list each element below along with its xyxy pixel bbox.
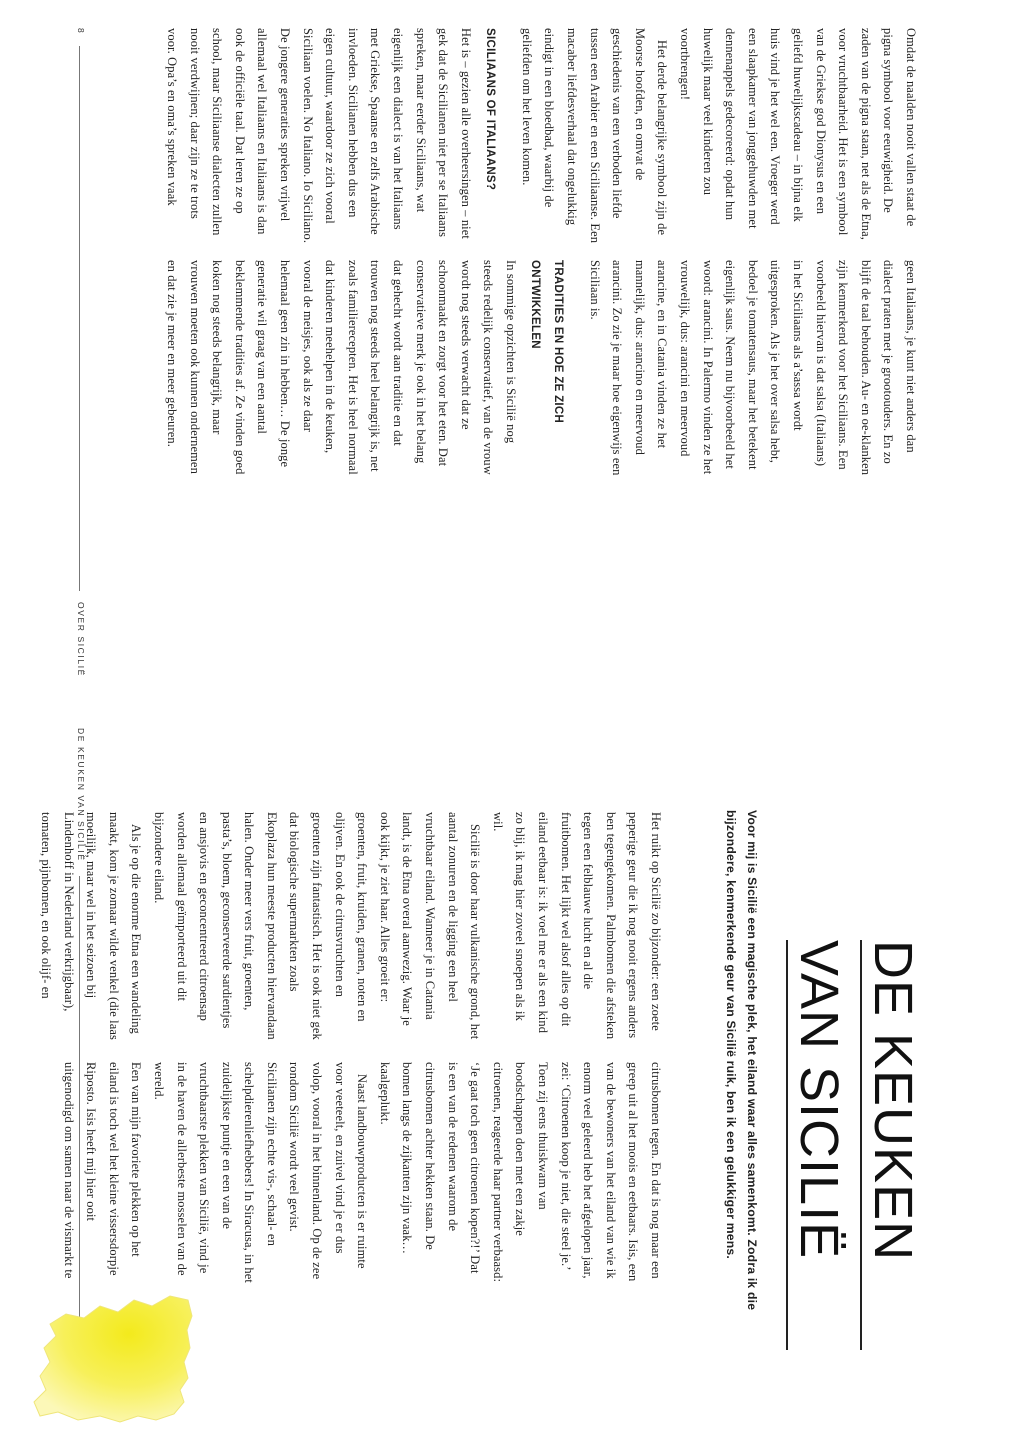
- running-head: DE KEUKEN VAN SICILIË: [76, 728, 86, 862]
- body-paragraph: In sommige opzichten is Sicilië nog steeds redelijk conservatief, van de vrouw wordt nog steeds verwacht dat ze schoonmaakt en zorgt voor het eten. Dat conservatieve merk je ook in het belang dat gehecht wordt aan traditie en dat trouwen nog steeds heel belangrijk is, net zoals familierecepten. Het is heel normaal dat kinderen meehelpen in de keuken, vooral de meisjes, ook als ze daar helemaal geen zin in hebben… De jonge generatie wil graag van een aantal beklemmende tradities af. Ze vinden goed koken nog steeds belangrijk, maar vrouwen moeten ook kunnen ondernemen en dat zie je meer en meer gebeuren.: [165, 260, 518, 475]
- title-line-1: DE KEUKEN: [863, 940, 923, 1262]
- page-title: [780, 940, 928, 1350]
- left-column-1: [160, 28, 922, 244]
- body-paragraph: citrusbomen tegen. En dat is nog maar een greep uit al het moois en eetbaars. Isis, een van de bewoners van het eiland van wie ik enorm veel geleerd heb het afgelopen jaar, zei: ‘Citroenen koop je niet, die steel je.’ Toen zij eens thuiskwam van boodschappen doen met een zakje citroenen, reageerde haar partner verbaasd: ‘Je gaat toch geen citroenen kopen?!’ Dat is een van de redenen waarom de citrusbomen achter hekken staan. De bomen langs de zijkanten zijn vaak… kaalgeplukt.: [377, 1062, 663, 1283]
- intro-paragraph: Voor mij is Sicilië een magische plek, het eiland waar alles samenkomt. Zodra ik die bijzondere, kenmerkende geur van Sicilië ruik, ben ik een gelukkiger mens.: [724, 810, 759, 1311]
- sicily-map-icon: [26, 1290, 196, 1430]
- right-column-1: [34, 812, 667, 1042]
- body-paragraph: Als je op die enorme Etna een wandeling maakt, kom je zomaar wilde venkel (die laas moeilijk, maar wel in het seizoen bij Lindenhoff in Nederland verkrijgbaar), tomaten, pijnbomen, en ook olijf- en: [38, 812, 144, 1041]
- body-paragraph: Het derde belangrijke symbool zijn de Moorse hoofden, en omvat de geschiedenis van een verboden liefde tussen een Arabier en een Siciliaanse. Een macaber liefdesverhaal dat ongelukkig eindigt in een bloedbad, waarbij de geliefden om het leven komen.: [519, 28, 670, 244]
- body-paragraph: Het is – gezien alle overheersingen – niet gek dat de Sicilianen niet per se Italiaans spreken, maar eerder Siciliaans, wat eigenlijk een dialect is van het Italiaans met Griekse, Spaanse en zelfs Arabische invloeden. Sicilianen hebben dus een eigen cultuur, waardoor ze zich vooral Siciliaan voelen. No Italiano. Io Siciliano. De jongere generaties spreken vrijwel allemaal wel Italiaans en Italiaans is dan ook de officiële taal. Dat leren ze op school, maar Siciliaanse dialecten zullen nooit verdwijnen; daar zijn ze te trots voor. Opa’s en oma’s spreken vaak: [165, 28, 473, 244]
- body-paragraph: geen Italiaans, je kunt niet anders dan dialect praten met je grootouders. En zo blijft de taal behouden. Au- en oe-klanken zijn kenmerkend voor het Siciliaans. Een voorbeeld hiervan is dat salsa (Italiaans) in het Siciliaans als a’sassa wordt uitgesproken. Als je het over salsa hebt, bedoel je tomatensaus, maar het betekent eigenlijk saus. Neem nu bijvoorbeeld het woord: arancini. In Palermo vinden ze het vrouwelijk, dus: arancini en meervoud arancine, en in Catania vinden ze het mannelijk, dus: arancino en meervoud arancini. Zo zie je maar hoe eigenwijs een Siciliaan is.: [587, 260, 918, 476]
- body-paragraph: Naast landbouwproducten is er ruimte voor veeteelt, en zuivel vind je er dus volop, vooral in het binnenland. Op de zee rondom Sicilië wordt veel gevist. Sicilianen zijn echte vis-, schaal- en schelpdierenliefhebbers! In Siracusa, in het zuidelijkste puntje en een van de vruchtbaarste plekken van Sicilië, vind je in de haven de allerbeste mosselen van de wereld.: [151, 1062, 370, 1283]
- running-head: OVER SICILIË: [76, 602, 86, 677]
- body-paragraph: Het ruikt op Sicilië zo bijzonder: een zoete peperige geur die ik nog nooit ergens anders ben tegengekomen. Palmbomen die afsteken tegen een felblauwe lucht en al die fruitbomen. Het lijkt wel alsof alles op dit eiland eetbaar is: ik voel me er als een kind zo blij, ik mag hier zoveel snoepen als ik wil.: [490, 812, 663, 1040]
- sicily-shape: [34, 1296, 192, 1422]
- body-paragraph: Omdat de naalden nooit vallen staat de pigna symbool voor eeuwigheid. De zaden van de pigna staan, net als de Etna, voor vruchtbaarheid. Het is een symbool van de Griekse god Dionysus en een geliefd huwelijkscadeau – in bijna elk huis vind je het wel een. Vroeger werd een slaapkamer van jonggehuwden met dennenappels gedecoreerd: opdat hun huwelijk maar veel kinderen zou voortbrengen!: [678, 28, 918, 241]
- right-column-2: [57, 1062, 667, 1284]
- section-heading: SICILIAANS OF ITALIAANS?: [484, 28, 497, 191]
- body-paragraph: Een van mijn favoriete plekken op het eiland is toch wel het kleine vissersdorpje Riposto. Isis heeft mij hier ooit uitgenodigd om samen naar de vismarkt te: [61, 1062, 144, 1279]
- section-heading: TRADITIES EN HOE ZE ZICH ONTWIKKELEN: [529, 260, 565, 424]
- left-column-2: [160, 260, 922, 476]
- page-number: 8: [76, 28, 86, 35]
- body-paragraph: Sicilië is door haar vulkanische grond, het aantal zonuren en de ligging een heel vruchtbaar eiland. Wanneer je in Catania landt, is de Etna overal aanwezig. Waar je ook kijkt, je ziet haar. Alles groeit er: groenten, fruit, kruiden, granen, noten en olijven. En ook de citrusvruchten en groenten zijn fantastisch. Het is ook niet gek dat biologische supermarkten zoals Ekoplaza hun meeste producten hiervandaan halen. Onder meer vers fruit, groenten, pasta’s, bloem, geconserveerde sardientjes en ansjovis en geconcentreerd citroensap worden allemaal geïmporteerd uit dit bijzondere eiland.: [151, 812, 483, 1040]
- title-line-2: VAN SICILIË: [789, 940, 849, 1260]
- footer-rule: [79, 46, 80, 591]
